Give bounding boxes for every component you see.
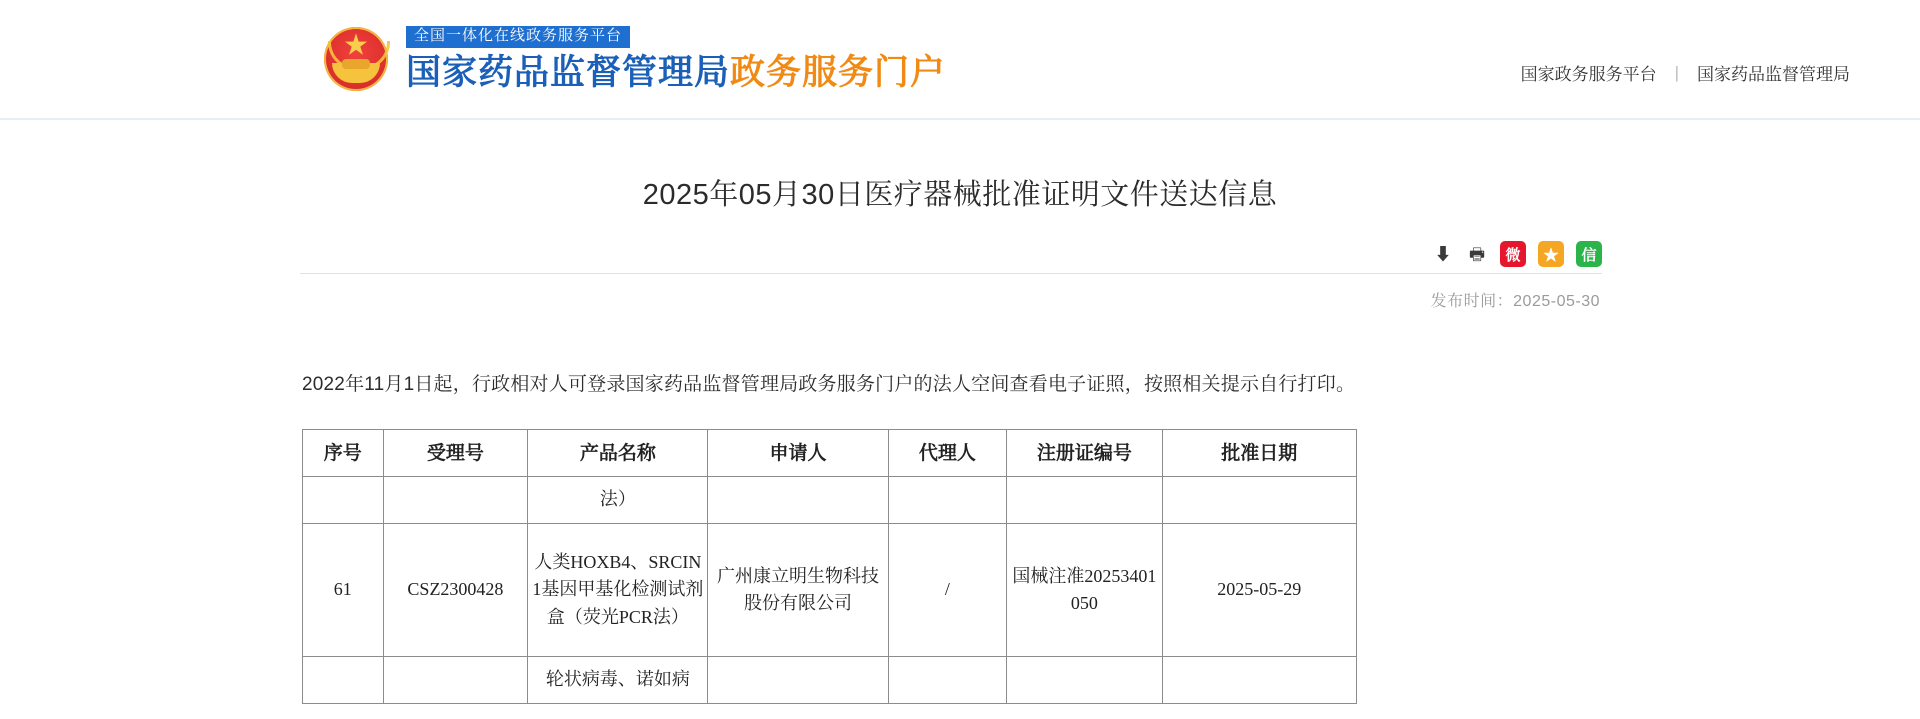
cell-applicant	[708, 657, 888, 704]
site-brand[interactable]	[320, 23, 946, 95]
col-header-applicant: 申请人	[708, 430, 888, 477]
cell-applicant: 广州康立明生物科技股份有限公司	[708, 524, 888, 657]
table-row	[303, 657, 1357, 704]
col-header-agent: 代理人	[888, 430, 1007, 477]
cell-agent	[888, 657, 1007, 704]
brand-text	[406, 26, 946, 92]
cell-index	[303, 477, 384, 524]
cell-approve-date	[1162, 657, 1356, 704]
national-emblem-icon	[320, 23, 392, 95]
cell-product: 轮状病毒、诺如病	[528, 657, 708, 704]
cell-agent: /	[888, 524, 1007, 657]
weibo-share-icon[interactable]: 微	[1500, 241, 1526, 267]
page-title: 2025年05月30日医疗器械批准证明文件送达信息	[642, 179, 1278, 211]
cell-cert-no	[1007, 657, 1162, 704]
article-toolbar	[300, 241, 1620, 267]
header-link-separator: |	[1674, 62, 1679, 82]
cell-accept-no: CSZ2300428	[383, 524, 528, 657]
cell-accept-no	[383, 477, 528, 524]
table-row	[303, 477, 1357, 524]
col-header-cert-no: 注册证编号	[1007, 430, 1162, 477]
cell-cert-no: 国械注准20253401050	[1007, 524, 1162, 657]
brand-title-part1: 国家药品监督管理局	[406, 52, 731, 92]
brand-title	[406, 53, 946, 92]
brand-title-part2: 政务服务门户	[730, 52, 947, 92]
cell-approve-date	[1162, 477, 1356, 524]
site-header	[0, 0, 1920, 120]
cell-index	[303, 657, 384, 704]
cell-product: 人类HOXB4、SRCIN1基因甲基化检测试剂盒（荧光PCR法）	[528, 524, 708, 657]
table-header-row	[303, 430, 1357, 477]
table-row	[303, 524, 1357, 657]
notice-text: 2022年11月1日起，行政相对人可登录国家药品监督管理局政务服务门户的法人空间查看电子证照，按照相关提示自行打印。	[302, 374, 1356, 395]
approval-table	[302, 429, 1357, 704]
col-header-accept-no: 受理号	[383, 430, 528, 477]
cell-cert-no	[1007, 477, 1162, 524]
cell-approve-date: 2025-05-29	[1162, 524, 1356, 657]
cell-applicant	[708, 477, 888, 524]
col-header-index: 序号	[303, 430, 384, 477]
publish-time: 发布时间：2025-05-30	[1430, 293, 1600, 310]
col-header-approve-date: 批准日期	[1162, 430, 1356, 477]
download-icon[interactable]: ⬇	[1434, 244, 1452, 264]
header-links	[1521, 60, 1850, 85]
brand-subtitle: 全国一体化在线政务服务平台	[406, 26, 630, 48]
cell-product: 法）	[528, 477, 708, 524]
wechat-share-icon[interactable]: 信	[1576, 241, 1602, 267]
cell-index: 61	[303, 524, 384, 657]
header-link-gov-platform[interactable]: 国家政务服务平台	[1520, 65, 1657, 84]
favorite-icon[interactable]: ★	[1538, 241, 1564, 267]
cell-accept-no	[383, 657, 528, 704]
cell-agent	[888, 477, 1007, 524]
print-icon[interactable]: 🖶	[1468, 244, 1486, 264]
header-link-nmpa[interactable]: 国家药品监督管理局	[1697, 65, 1850, 84]
col-header-product: 产品名称	[528, 430, 708, 477]
article-container	[300, 120, 1620, 704]
